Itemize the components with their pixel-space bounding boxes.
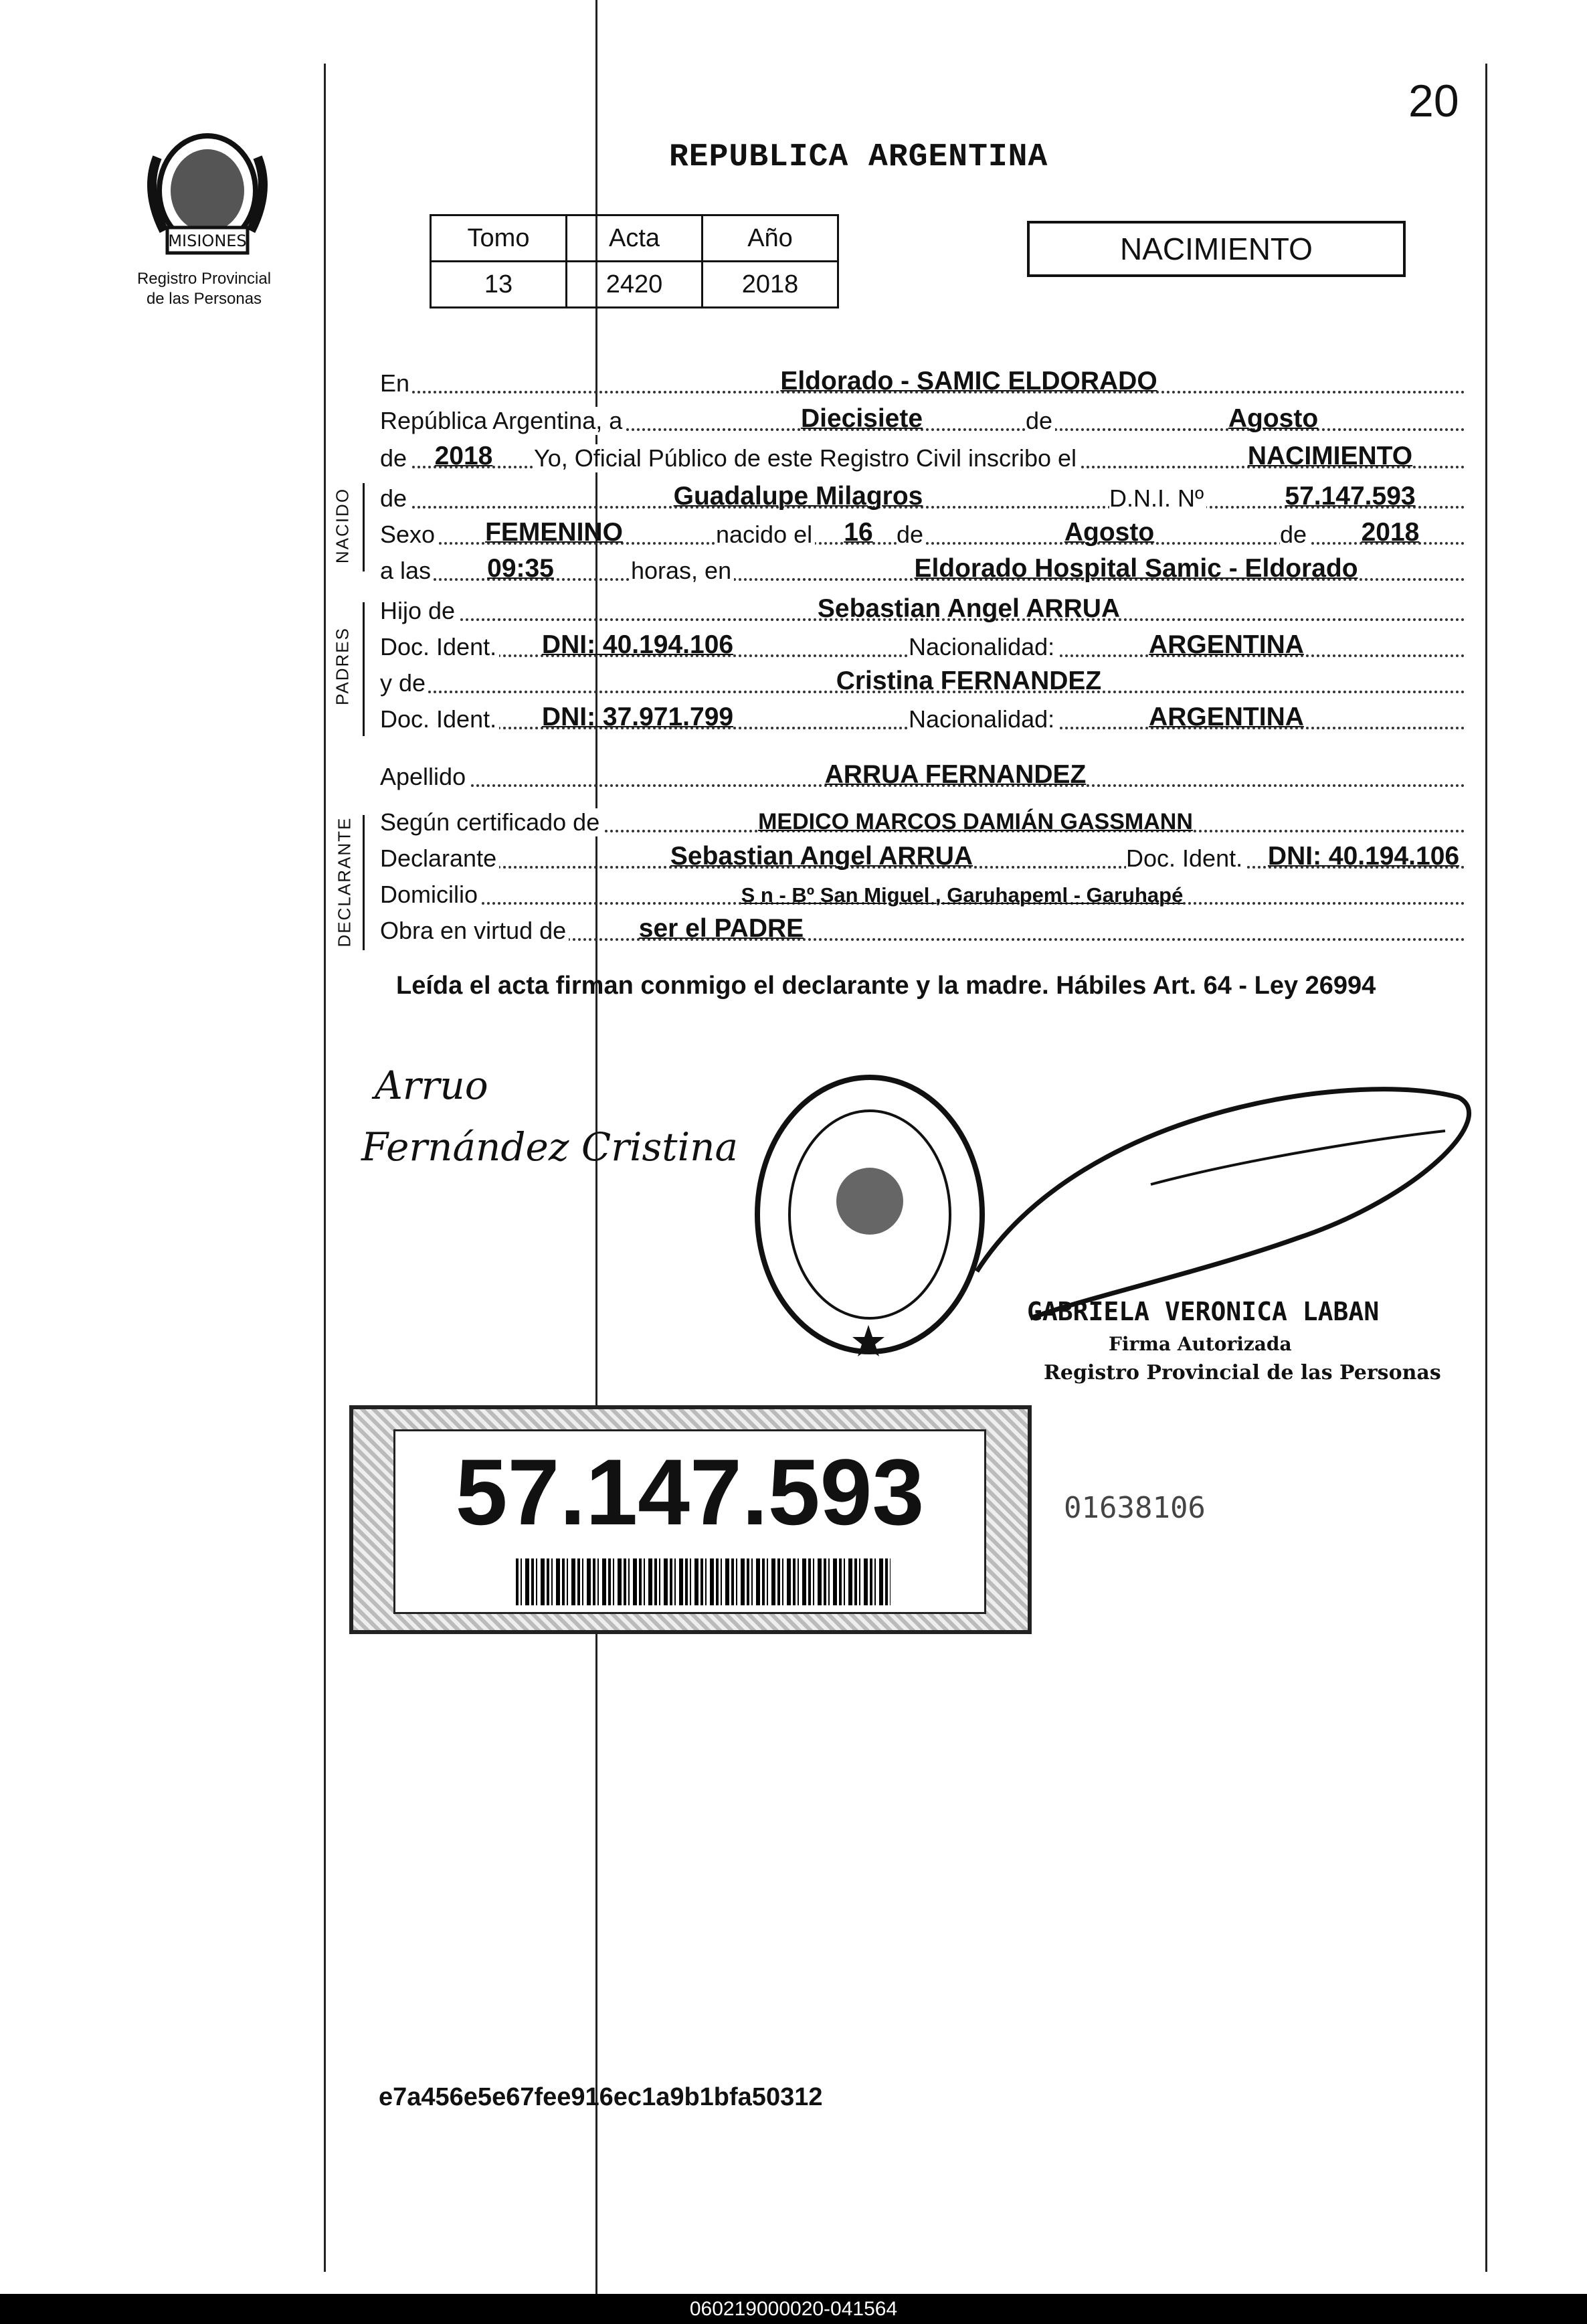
inscribe-type-value: NACIMIENTO: [1247, 442, 1413, 470]
label-father-nac: Nacionalidad:: [909, 633, 1057, 661]
birth-day-value: 16: [844, 518, 873, 547]
certificado-value: MEDICO MARCOS DAMIÁN GASSMANN: [758, 809, 1193, 834]
label-nacido-de: de: [380, 484, 409, 513]
birth-place-value: Eldorado Hospital Samic - Eldorado: [914, 554, 1358, 583]
value-ano: 2018: [703, 262, 838, 308]
label-a-las: a las: [380, 557, 434, 585]
label-mother-nac: Nacionalidad:: [909, 705, 1057, 733]
label-oficial: Yo, Oficial Público de este Registro Civil inscribo el: [534, 444, 1079, 472]
label-birth-de2: de: [1280, 521, 1309, 549]
day-words-value: Diecisiete: [800, 404, 923, 433]
father-doc-value: DNI: 40.194.106: [541, 630, 734, 659]
birth-year-value: 2018: [1361, 518, 1420, 547]
label-nacido-el: nacido el: [716, 521, 815, 549]
label-father-doc: Doc. Ident.: [380, 633, 499, 661]
padres-bracket: [363, 602, 365, 736]
place-value: Eldorado - SAMIC ELDORADO: [780, 367, 1157, 395]
logo-caption-line1: Registro Provincial: [136, 270, 272, 288]
label-y-de: y de: [380, 669, 428, 697]
header-acta: Acta: [567, 215, 703, 262]
label-obra: Obra en virtud de: [380, 917, 569, 945]
row-apellido: [380, 755, 1465, 792]
side-label-nacido: NACIDO: [332, 487, 353, 564]
label-declarante-doc: Doc. Ident.: [1126, 844, 1245, 873]
footer-code-bar: 060219000020-041564: [0, 2294, 1587, 2324]
label-apellido: Apellido: [380, 763, 468, 791]
row-hora: [380, 549, 1465, 586]
official-title: Firma Autorizada: [1109, 1333, 1292, 1355]
label-sexo: Sexo: [380, 521, 438, 549]
label-declarante: Declarante: [380, 844, 499, 873]
mother-doc-value: DNI: 37.971.799: [541, 703, 734, 731]
label-mother-doc: Doc. Ident.: [380, 705, 499, 733]
barcode-icon: [516, 1558, 891, 1605]
official-name: GABRIELA VERONICA LABAN: [1027, 1297, 1380, 1326]
row-y-de: [380, 661, 1465, 699]
dni-sticker-number: 57.147.593: [455, 1439, 925, 1544]
child-dni-value: 57.147.593: [1285, 482, 1416, 511]
svg-text:MISIONES: MISIONES: [168, 232, 247, 250]
month-value: Agosto: [1228, 404, 1319, 433]
mother-name-value: Cristina FERNANDEZ: [836, 666, 1102, 695]
misiones-seal-icon: [137, 117, 278, 268]
label-year-de: de: [380, 444, 409, 472]
value-acta: 2420: [567, 262, 703, 308]
control-number: 01638106: [1064, 1491, 1206, 1525]
domicilio-value: S n - Bº San Miguel , Garuhapeml - Garuhapé: [741, 883, 1184, 907]
label-horas: horas, en: [631, 557, 734, 585]
logo-caption: [114, 269, 294, 309]
birth-month-value: Agosto: [1064, 518, 1155, 547]
label-domicilio: Domicilio: [380, 881, 480, 909]
margin-line-left: [324, 64, 326, 2272]
row-republica: [380, 399, 1465, 436]
declarant-signature: Arruo: [375, 1063, 488, 1108]
declarante-doc-value: DNI: 40.194.106: [1267, 842, 1460, 871]
label-de: de: [1026, 407, 1055, 435]
legal-legend: Leída el acta firman conmigo el declarante y la madre. Hábiles Art. 64 - Ley 26994: [396, 972, 1376, 1000]
row-certificado: [380, 800, 1465, 838]
year-value: 2018: [434, 442, 493, 470]
page-number: 20: [1408, 76, 1459, 126]
declarante-value: Sebastian Angel ARRUA: [670, 842, 973, 871]
child-name-value: Guadalupe Milagros: [673, 482, 923, 511]
sexo-value: FEMENINO: [485, 518, 623, 547]
row-declarante: [380, 836, 1465, 874]
father-name-value: Sebastian Angel ARRUA: [817, 594, 1121, 623]
label-hijo-de: Hijo de: [380, 597, 458, 625]
row-mother-doc: [380, 697, 1465, 735]
label-birth-de: de: [897, 521, 926, 549]
row-hijo-de: [380, 589, 1465, 626]
row-oficial: [380, 436, 1465, 474]
dni-sticker-inner: [393, 1429, 986, 1614]
label-certificado: Según certificado de: [380, 808, 602, 836]
header-ano: Año: [703, 215, 838, 262]
apellido-value: ARRUA FERNANDEZ: [824, 760, 1087, 789]
document-hash: e7a456e5e67fee916ec1a9b1bfa50312: [379, 2083, 823, 2111]
row-father-doc: [380, 625, 1465, 662]
side-label-padres: PADRES: [332, 627, 353, 705]
row-sexo: [380, 513, 1465, 550]
record-type-box: NACIMIENTO: [1027, 221, 1406, 277]
side-label-declarante: DECLARANTE: [334, 816, 355, 948]
birth-time-value: 09:35: [487, 554, 554, 583]
label-republica: República Argentina, a: [380, 407, 625, 435]
obra-value: ser el PADRE: [638, 914, 804, 943]
mother-signature: Fernández Cristina: [361, 1124, 739, 1170]
row-nacido-name: [380, 476, 1465, 514]
label-dni: D.N.I. Nº: [1109, 484, 1206, 513]
label-en: En: [380, 369, 412, 397]
country-title: REPUBLICA ARGENTINA: [669, 139, 1048, 175]
row-obra: [380, 909, 1465, 946]
value-tomo: 13: [431, 262, 567, 308]
father-nationality-value: ARGENTINA: [1149, 630, 1304, 659]
margin-line-right: [1485, 64, 1487, 2272]
official-registry: Registro Provincial de las Personas: [1044, 1361, 1441, 1384]
dni-sticker: [349, 1405, 1032, 1634]
logo-caption-line2: de las Personas: [146, 290, 262, 308]
mother-nationality-value: ARGENTINA: [1149, 703, 1304, 731]
declarante-bracket: [363, 815, 365, 950]
registry-table: [430, 214, 839, 308]
nacido-bracket: [363, 483, 365, 571]
row-en: [380, 361, 1465, 399]
row-domicilio: [380, 873, 1465, 910]
header-tomo: Tomo: [431, 215, 567, 262]
